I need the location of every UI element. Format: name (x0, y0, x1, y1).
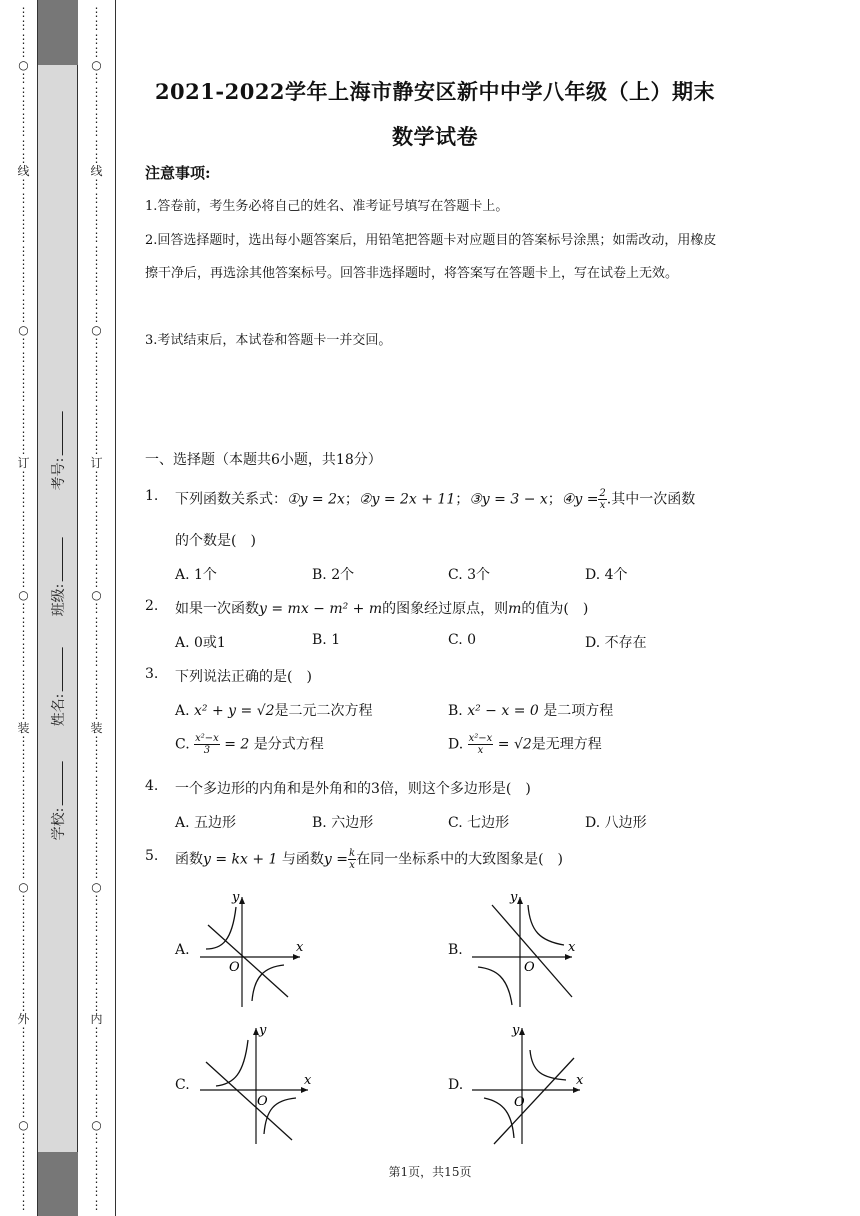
binding-dot: ⋮ (17, 362, 30, 377)
binding-dot: ⋮ (90, 773, 103, 788)
binding-dot: ⋮ (90, 1104, 103, 1119)
binding-dot: ⋮ (90, 919, 103, 934)
binding-dot: ⋮ (90, 468, 103, 483)
binding-dot: ⋮ (90, 190, 103, 205)
binding-dot: ⋮ (90, 1144, 103, 1159)
binding-dot: ⋮ (90, 959, 103, 973)
binding-dot: ⋮ (17, 1078, 30, 1093)
binding-dot: ⋮ (90, 402, 103, 417)
binding-dot: ⋮ (17, 853, 30, 867)
binding-mark: ○ (18, 879, 29, 894)
svg-text:O: O (229, 960, 240, 975)
question-text: 下列函数关系式：①y = 2x；②y = 2x + 11；③y = 3 − x；④y = $\frac{2}{x}$ .其中一次函数 (175, 488, 696, 511)
binding-dot: ⋮ (90, 601, 103, 616)
binding-dot: ⋮ (90, 71, 103, 86)
binding-dot: ⋮ (90, 296, 103, 311)
fraction: $\frac{\text{x²−x}}{x}$ (468, 733, 493, 756)
binding-dot: ⋮ (17, 5, 30, 19)
binding-dot: ⋮ (90, 18, 103, 33)
binding-dot: ⋮ (90, 243, 103, 258)
svg-text:x: x (568, 940, 576, 955)
student-info-strip (38, 0, 78, 1216)
binding-mark: 订 (90, 455, 103, 470)
binding-dot: ⋮ (90, 945, 103, 960)
binding-dot: ⋮ (90, 84, 103, 99)
binding-dot: ⋮ (17, 256, 30, 271)
binding-dot: ⋮ (90, 1078, 103, 1093)
binding-mark: ○ (91, 588, 102, 602)
binding-dot: ⋮ (17, 680, 30, 695)
binding-dot: ⋮ (90, 561, 103, 576)
binding-dot: ⋮ (17, 1104, 30, 1119)
svg-text:y: y (510, 890, 518, 905)
q4-option-d[interactable]: D. 八边形 (585, 815, 647, 831)
binding-dot: ⋮ (90, 1157, 103, 1172)
binding-dot: ⋮ (17, 150, 30, 165)
svg-text:x: x (296, 940, 304, 955)
binding-dot: ⋮ (90, 839, 103, 854)
binding-dot: ⋮ (90, 309, 103, 324)
binding-dot: ⋮ (90, 124, 103, 139)
binding-margin (0, 0, 118, 1216)
binding-dot: ⋮ (90, 548, 103, 563)
notice-heading: 注意事项: (145, 164, 211, 182)
binding-dot: ⋮ (90, 1184, 103, 1199)
q5-graph-c[interactable] (200, 1022, 320, 1147)
binding-dot: ⋮ (17, 998, 30, 1013)
binding-dot: ⋮ (17, 270, 30, 284)
binding-dot: ⋮ (17, 243, 30, 258)
binding-dot: ⋮ (90, 1065, 103, 1079)
binding-dot: ⋮ (17, 31, 30, 46)
q5-graph-a[interactable] (200, 885, 315, 1010)
q3-option-a[interactable]: A. x² + y = √2是二元二次方程 (175, 703, 373, 719)
binding-dot: ⋮ (17, 124, 30, 139)
binding-dot: ⋮ (90, 707, 103, 722)
svg-text:x: x (576, 1073, 584, 1088)
q2-option-d[interactable]: D. 不存在 (585, 635, 647, 651)
binding-dot: ⋮ (17, 1197, 30, 1212)
binding-dot: ⋮ (17, 614, 30, 629)
svg-text:O: O (514, 1095, 525, 1110)
binding-dot: ⋮ (90, 641, 103, 655)
binding-mark: 装 (90, 720, 103, 735)
binding-dot: ⋮ (17, 402, 30, 417)
binding-dot: ⋮ (90, 932, 103, 947)
binding-dot: ⋮ (17, 1065, 30, 1079)
svg-text:y: y (232, 890, 240, 905)
binding-dot: ⋮ (17, 468, 30, 483)
binding-dot: ⋮ (90, 217, 103, 231)
q5-graph-d[interactable] (472, 1022, 592, 1147)
binding-dot: ⋮ (17, 71, 30, 86)
binding-dot: ⋮ (90, 97, 103, 112)
binding-dot: ⋮ (90, 1038, 103, 1053)
binding-dot: ⋮ (17, 945, 30, 960)
binding-dot: ⋮ (17, 601, 30, 616)
q1-option-b[interactable]: B. 2个 (312, 567, 355, 583)
binding-dot: ⋮ (90, 1197, 103, 1212)
binding-dot: ⋮ (17, 747, 30, 761)
svg-text:O: O (524, 960, 535, 975)
school-field: 学校: (48, 760, 68, 841)
name-field: 姓名: (48, 646, 68, 727)
binding-dot: ⋮ (90, 376, 103, 390)
binding-dot: ⋮ (17, 800, 30, 814)
binding-dot: ⋮ (17, 442, 30, 457)
binding-dot: ⋮ (90, 892, 103, 907)
binding-mark: ○ (91, 1118, 102, 1132)
notice-item-2: 2.回答选择题时，选出每小题答案后，用铅笔把答题卡对应题目的答案标号涂黑；如需改动，用橡皮擦干净后，再选涂其他答案标号。回答非选择题时，将答案写在答题卡上，写在试卷上无效。 (145, 233, 717, 281)
binding-dot: ⋮ (17, 641, 30, 655)
binding-dot: ⋮ (90, 349, 103, 364)
binding-dot: ⋮ (17, 959, 30, 973)
binding-dot: ⋮ (17, 508, 30, 523)
binding-mark: 装 (17, 720, 30, 735)
fraction: $\frac{\text{x²−x}}{3}$ (195, 733, 219, 756)
binding-dot: ⋮ (17, 561, 30, 576)
binding-mark: 订 (17, 455, 30, 470)
binding-dot: ⋮ (90, 972, 103, 987)
binding-dot: ⋮ (17, 972, 30, 987)
binding-dot: ⋮ (17, 1051, 30, 1066)
binding-dot: ⋮ (17, 415, 30, 430)
binding-dot: ⋮ (17, 349, 30, 364)
binding-dot: ⋮ (90, 1131, 103, 1146)
binding-dot: ⋮ (17, 97, 30, 112)
binding-dot: ⋮ (90, 482, 103, 496)
outer-dot-column (10, 0, 37, 1216)
binding-dot: ⋮ (90, 150, 103, 165)
binding-dot: ⋮ (17, 177, 30, 192)
binding-dot: ⋮ (17, 309, 30, 324)
binding-dot: ⋮ (90, 786, 103, 801)
binding-mark: 线 (90, 164, 103, 178)
binding-dot: ⋮ (17, 906, 30, 920)
binding-dot: ⋮ (90, 747, 103, 761)
binding-dot: ⋮ (90, 508, 103, 523)
binding-dot: ⋮ (17, 44, 30, 59)
binding-mark: ○ (18, 323, 29, 337)
binding-dot: ⋮ (90, 336, 103, 351)
exam-title-line1: 2021-2022学年上海市静安区新中中学八年级（上）期末 (154, 79, 716, 104)
binding-dot: ⋮ (90, 256, 103, 271)
binding-mark: 外 (17, 1012, 30, 1026)
q5-option-d-label[interactable]: D. (448, 1077, 464, 1093)
strip-cap-top (38, 0, 78, 65)
fraction: $\frac{k}{x}$ (349, 848, 356, 871)
binding-dot: ⋮ (90, 800, 103, 814)
binding-dot: ⋮ (90, 853, 103, 867)
strip-cap-bottom (38, 1152, 78, 1216)
binding-dot: ⋮ (90, 177, 103, 192)
binding-dot: ⋮ (90, 230, 103, 245)
binding-dot: ⋮ (90, 866, 103, 881)
binding-dot: ⋮ (17, 1144, 30, 1159)
binding-dot: ⋮ (90, 574, 103, 589)
binding-mark: ○ (91, 58, 102, 72)
binding-dot: ⋮ (90, 998, 103, 1013)
binding-dot: ⋮ (90, 137, 103, 152)
binding-dot: ⋮ (17, 786, 30, 801)
q5-option-c-label[interactable]: C. (175, 1077, 190, 1093)
binding-dot: ⋮ (90, 31, 103, 46)
binding-dot: ⋮ (90, 694, 103, 708)
binding-dot: ⋮ (17, 482, 30, 496)
binding-dot: ⋮ (17, 932, 30, 947)
binding-dot: ⋮ (90, 111, 103, 125)
binding-dot: ⋮ (90, 270, 103, 284)
binding-dot: ⋮ (17, 535, 30, 549)
binding-dot: ⋮ (90, 627, 103, 642)
binding-dot: ⋮ (90, 362, 103, 377)
binding-dot: ⋮ (17, 203, 30, 218)
binding-dot: ⋮ (17, 985, 30, 1000)
binding-dot: ⋮ (90, 985, 103, 1000)
page-footer: 第1页，共15页 (388, 1165, 472, 1179)
binding-dot: ⋮ (17, 389, 30, 404)
binding-dot: ⋮ (90, 442, 103, 457)
class-field: 班级: (48, 536, 68, 617)
binding-dot: ⋮ (17, 521, 30, 536)
binding-dot: ⋮ (90, 203, 103, 218)
q4-option-b[interactable]: B. 六边形 (312, 815, 374, 831)
binding-dot: ⋮ (17, 1171, 30, 1185)
binding-dot: ⋮ (17, 826, 30, 841)
binding-mark: 线 (17, 164, 30, 178)
binding-dot: ⋮ (90, 495, 103, 510)
binding-dot: ⋮ (90, 1171, 103, 1185)
binding-dot: ⋮ (17, 1184, 30, 1199)
binding-dot: ⋮ (90, 667, 103, 682)
q3-option-c[interactable]: C. $\frac{\text{x²−x}}{3}$ = 2 是分式方程 (175, 733, 324, 756)
binding-dot: ⋮ (17, 733, 30, 748)
notice-item-1: 1.答卷前，考生务必将自己的姓名、准考证号填写在答题卡上。 (145, 199, 509, 214)
q2-option-c[interactable]: C. 0 (448, 632, 477, 648)
binding-dot: ⋮ (17, 694, 30, 708)
binding-dot: ⋮ (90, 1051, 103, 1066)
binding-dot: ⋮ (17, 296, 30, 311)
binding-dot: ⋮ (90, 1091, 103, 1106)
binding-dot: ⋮ (17, 336, 30, 351)
binding-dot: ⋮ (17, 190, 30, 205)
q3-option-b[interactable]: B. x² − x = 0 是二项方程 (448, 703, 614, 719)
inner-dot-column (78, 0, 115, 1216)
binding-dot: ⋮ (90, 1025, 103, 1040)
notice-item-3: 3.考试结束后，本试卷和答题卡一并交回。 (145, 333, 392, 348)
exam-title-line2: 数学试卷 (392, 124, 478, 149)
fraction: $\frac{2}{x}$ (599, 488, 606, 511)
binding-dot: ⋮ (90, 44, 103, 59)
binding-dot: ⋮ (17, 429, 30, 443)
exam-no-field: 考号: (48, 410, 68, 491)
binding-mark: ○ (91, 323, 102, 337)
binding-dot: ⋮ (90, 680, 103, 695)
binding-dot: ⋮ (90, 813, 103, 828)
binding-dot: ⋮ (17, 1131, 30, 1146)
binding-dot: ⋮ (17, 654, 30, 669)
binding-dot: ⋮ (90, 654, 103, 669)
binding-dot: ⋮ (17, 627, 30, 642)
binding-dot: ⋮ (17, 495, 30, 510)
binding-dot: ⋮ (17, 376, 30, 390)
q3-option-d[interactable]: D. $\frac{\text{x²−x}}{x}$ = √2是无理方程 (448, 733, 602, 756)
q1-option-d[interactable]: D. 4个 (585, 567, 628, 583)
binding-dot: ⋮ (90, 5, 103, 19)
binding-dot: ⋮ (17, 1038, 30, 1053)
question-number: 1. (145, 488, 159, 504)
binding-dot: ⋮ (90, 733, 103, 748)
q2-option-a[interactable]: A. 0或1 (175, 635, 226, 651)
binding-dot: ⋮ (17, 667, 30, 682)
binding-mark: ○ (91, 879, 102, 894)
binding-dot: ⋮ (90, 826, 103, 841)
binding-dot: ⋮ (17, 111, 30, 125)
binding-dot: ⋮ (90, 614, 103, 629)
binding-dot: ⋮ (17, 137, 30, 152)
svg-text:x: x (304, 1073, 312, 1088)
binding-dot: ⋮ (90, 389, 103, 404)
svg-text:O: O (257, 1094, 268, 1109)
binding-dot: ⋮ (17, 84, 30, 99)
binding-dot: ⋮ (17, 217, 30, 231)
q1-option-c[interactable]: C. 3个 (448, 567, 491, 583)
outer-binding-strip (10, 0, 38, 1216)
binding-mark: 内 (90, 1012, 103, 1026)
section-heading: 一、选择题（本题共6小题，共18分） (145, 452, 382, 468)
binding-dot: ⋮ (17, 773, 30, 788)
q5-graph-b[interactable] (472, 885, 587, 1010)
svg-text:y: y (259, 1023, 267, 1038)
q5-option-a-label[interactable]: A. (175, 942, 190, 958)
binding-dot: ⋮ (90, 283, 103, 298)
binding-dot: ⋮ (90, 415, 103, 430)
binding-dot: ⋮ (17, 919, 30, 934)
q1-option-a[interactable]: A. 1个 (175, 567, 217, 583)
binding-dot: ⋮ (17, 1157, 30, 1172)
binding-dot: ⋮ (17, 548, 30, 563)
q2-option-b[interactable]: B. 1 (312, 632, 341, 648)
binding-dot: ⋮ (90, 535, 103, 549)
binding-dot: ⋮ (17, 760, 30, 775)
binding-dot: ⋮ (17, 283, 30, 298)
binding-dot: ⋮ (90, 760, 103, 775)
binding-dot: ⋮ (90, 906, 103, 920)
binding-dot: ⋮ (17, 18, 30, 33)
svg-text:y: y (512, 1023, 520, 1038)
binding-dot: ⋮ (17, 574, 30, 589)
q4-option-a[interactable]: A. 五边形 (175, 815, 237, 831)
binding-dot: ⋮ (90, 521, 103, 536)
inner-binding-strip (78, 0, 116, 1216)
q5-option-b-label[interactable]: B. (448, 942, 463, 958)
binding-dot: ⋮ (17, 866, 30, 881)
binding-dot: ⋮ (17, 1025, 30, 1040)
binding-dot: ⋮ (17, 230, 30, 245)
binding-dot: ⋮ (17, 707, 30, 722)
binding-dot: ⋮ (17, 813, 30, 828)
binding-dot: ⋮ (17, 839, 30, 854)
binding-dot: ⋮ (17, 1091, 30, 1106)
binding-mark: ○ (18, 588, 29, 602)
binding-dot: ⋮ (17, 892, 30, 907)
q4-option-c[interactable]: C. 七边形 (448, 815, 510, 831)
binding-dot: ⋮ (90, 429, 103, 443)
binding-mark: ○ (18, 1118, 29, 1132)
binding-mark: ○ (18, 58, 29, 72)
